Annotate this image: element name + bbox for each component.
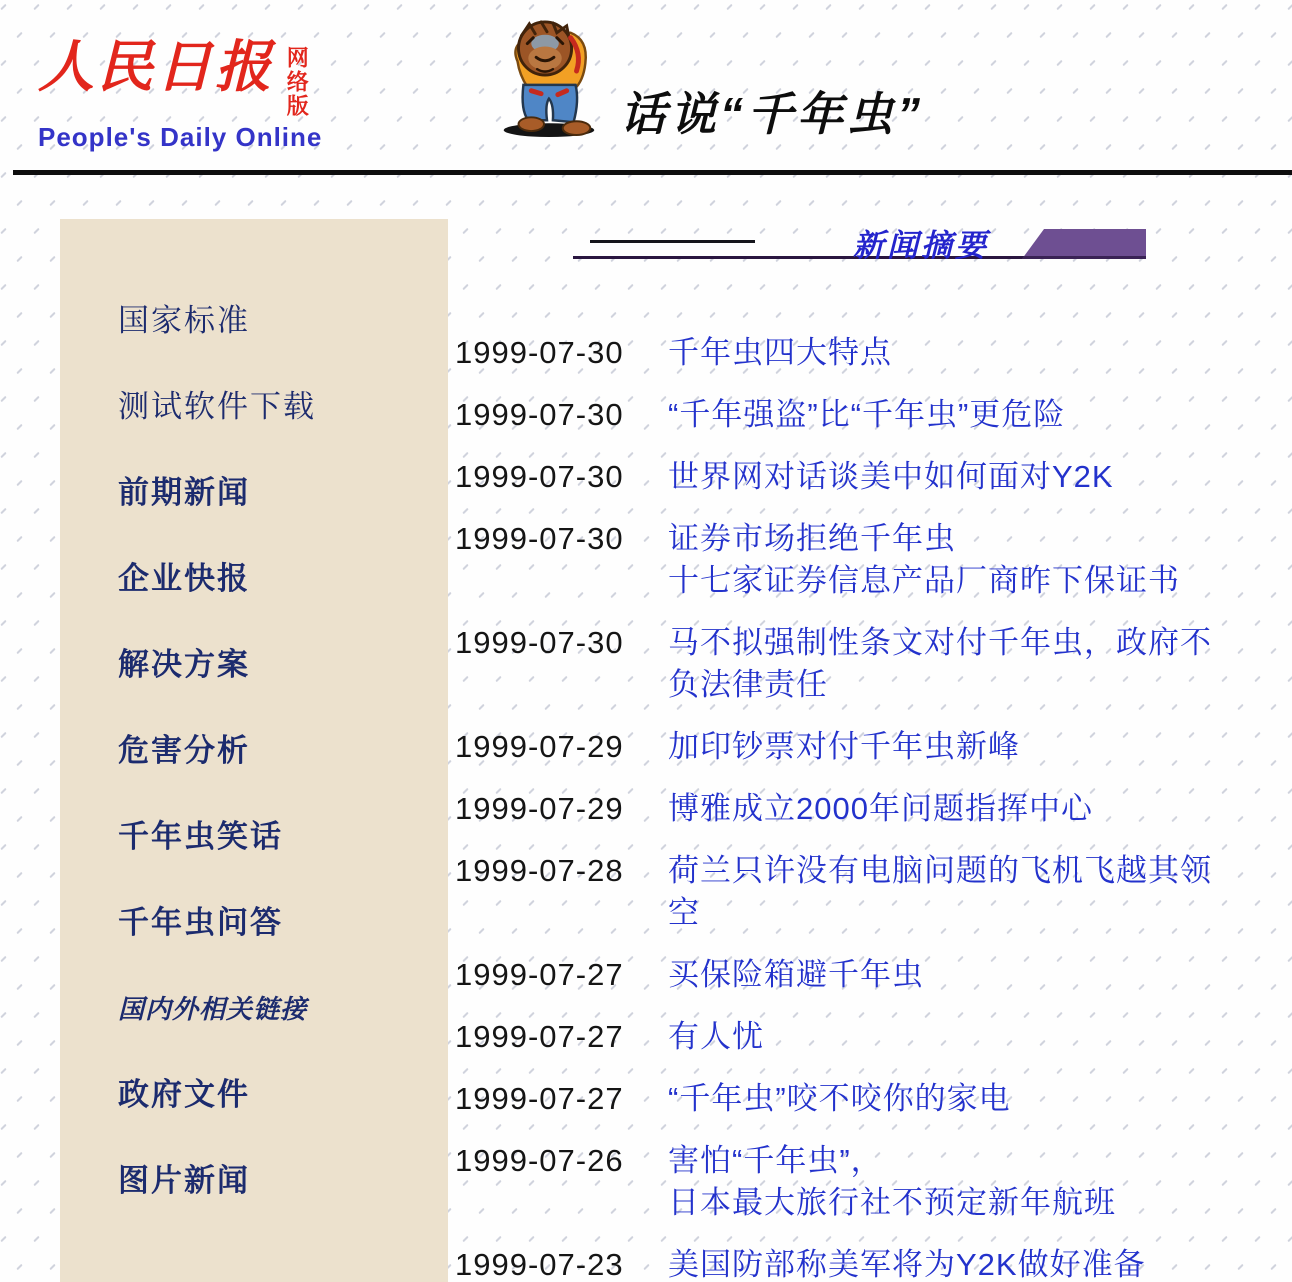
news-title-line: 世界网对话谈美中如何面对Y2K	[668, 459, 1114, 494]
news-title-line: 十七家证券信息产品厂商昨下保证书	[668, 563, 1180, 598]
news-row	[455, 1140, 1261, 1224]
sidebar-item[interactable]	[60, 733, 448, 819]
sidebar-item[interactable]	[60, 303, 448, 389]
news-title-link[interactable]	[668, 622, 1212, 706]
news-title-link[interactable]	[668, 394, 1065, 436]
news-row	[455, 850, 1261, 934]
news-title-link[interactable]	[668, 1078, 1011, 1120]
header-divider	[13, 170, 1292, 175]
sidebar-item[interactable]	[60, 647, 448, 733]
page-title: 话说“千年虫”	[620, 88, 924, 140]
news-title-link[interactable]	[668, 456, 1114, 498]
sidebar-item[interactable]	[60, 819, 448, 905]
news-date: 1999-07-30	[455, 521, 624, 556]
sidebar-item-label: 前期新闻	[118, 475, 250, 510]
news-date: 1999-07-27	[455, 1019, 624, 1054]
sidebar-item-label: 测试软件下载	[118, 389, 316, 424]
beast-mascot-icon	[488, 14, 606, 138]
news-title-link[interactable]	[668, 1140, 1116, 1224]
sidebar-item-label: 企业快报	[118, 561, 250, 596]
news-row	[455, 332, 1261, 374]
news-row	[455, 788, 1261, 830]
sidebar-item-label: 千年虫笑话	[118, 819, 283, 854]
news-row	[455, 518, 1261, 602]
sidebar-item[interactable]	[60, 905, 448, 991]
news-title-link[interactable]	[668, 954, 924, 996]
news-title-line: “千年强盗”比“千年虫”更危险	[668, 397, 1066, 432]
peoples-daily-logo[interactable]	[38, 36, 322, 153]
news-row	[455, 1078, 1261, 1120]
section-banner-shape	[1022, 229, 1146, 259]
news-row	[455, 622, 1261, 706]
news-title-line: 千年虫四大特点	[668, 335, 892, 370]
news-title-link[interactable]	[668, 1244, 1146, 1282]
news-date: 1999-07-29	[455, 729, 624, 764]
news-title-link[interactable]	[668, 788, 1093, 830]
news-title-line: 日本最大旅行社不预定新年航班	[668, 1185, 1116, 1220]
news-date: 1999-07-30	[455, 335, 624, 370]
news-title-line: 马不拟强制性条文对付千年虫，政府不	[668, 625, 1212, 660]
news-title-line: 害怕“千年虫”，	[668, 1143, 883, 1178]
news-title-link[interactable]	[668, 518, 1180, 602]
sidebar-item[interactable]	[60, 475, 448, 561]
news-title-line: 荷兰只许没有电脑问题的飞机飞越其领	[668, 853, 1212, 888]
news-title-link[interactable]	[668, 726, 1020, 768]
sidebar-item-label: 解决方案	[118, 647, 250, 682]
news-title-line: 加印钞票对付千年虫新峰	[668, 729, 1020, 764]
news-title-line: 有人忧	[668, 1019, 764, 1054]
news-date: 1999-07-30	[455, 397, 624, 432]
news-date: 1999-07-30	[455, 459, 624, 494]
news-row	[455, 1244, 1261, 1282]
news-date: 1999-07-23	[455, 1247, 624, 1282]
news-date: 1999-07-27	[455, 957, 624, 992]
news-row	[455, 954, 1261, 996]
logo-english-text: People's Daily Online	[38, 122, 323, 152]
sidebar	[60, 219, 448, 1282]
news-date: 1999-07-28	[455, 853, 624, 888]
sidebar-item[interactable]	[60, 561, 448, 647]
news-title-line: 美国防部称美军将为Y2K做好准备	[668, 1247, 1146, 1282]
sidebar-item-label: 国内外相关链接	[118, 994, 308, 1024]
news-title-line: 买保险箱避千年虫	[668, 957, 924, 992]
sidebar-item-label: 图片新闻	[118, 1163, 250, 1198]
sidebar-item-label: 政府文件	[118, 1077, 250, 1112]
news-title-line: 负法律责任	[668, 667, 828, 702]
section-short-rule	[590, 240, 755, 243]
sidebar-item[interactable]	[60, 389, 448, 475]
news-title-line: “千年虫”咬不咬你的家电	[668, 1081, 1011, 1116]
sidebar-item[interactable]	[60, 1077, 448, 1163]
sidebar-item[interactable]	[60, 1163, 448, 1249]
news-list	[455, 332, 1261, 1282]
news-title-line: 空	[668, 895, 700, 930]
news-title-line: 博雅成立2000年问题指挥中心	[668, 791, 1093, 826]
news-title-link[interactable]	[668, 1016, 764, 1058]
news-title-link[interactable]	[668, 850, 1212, 934]
news-title-link[interactable]	[668, 332, 892, 374]
logo-chinese-text: 人民日报	[38, 34, 274, 100]
news-date: 1999-07-29	[455, 791, 624, 826]
news-title-line: 证券市场拒绝千年虫	[668, 521, 956, 556]
news-date: 1999-07-30	[455, 625, 624, 660]
news-row	[455, 394, 1261, 436]
news-row	[455, 456, 1261, 498]
news-section-header	[573, 226, 1146, 264]
section-title: 新闻摘要	[853, 228, 989, 263]
sidebar-item-label: 千年虫问答	[118, 905, 283, 940]
news-date: 1999-07-27	[455, 1081, 624, 1116]
sidebar-item[interactable]	[60, 991, 448, 1077]
logo-edition-text: 网络版	[284, 46, 310, 118]
masthead	[488, 14, 924, 144]
news-row	[455, 726, 1261, 768]
sidebar-item-label: 国家标准	[118, 303, 250, 338]
news-date: 1999-07-26	[455, 1143, 624, 1178]
sidebar-item-label: 危害分析	[118, 733, 250, 768]
news-row	[455, 1016, 1261, 1058]
